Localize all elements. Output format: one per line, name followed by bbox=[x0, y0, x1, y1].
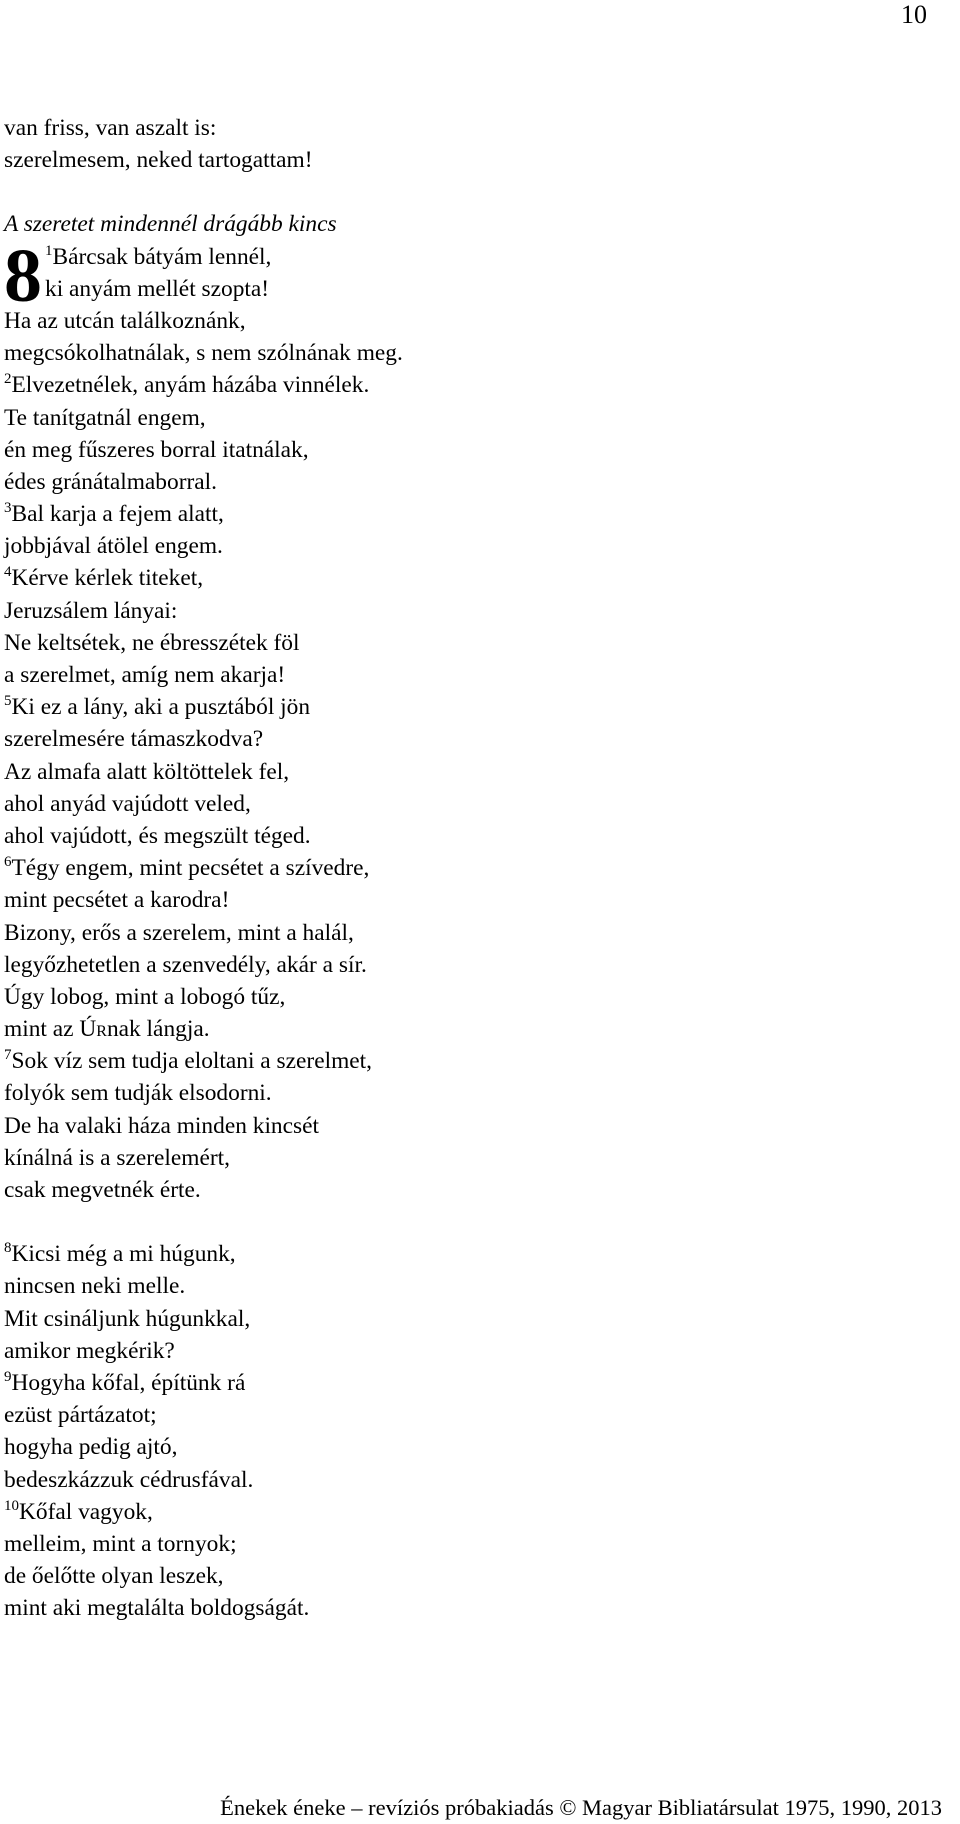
verse-number: 4 bbox=[4, 564, 12, 581]
verse-line: Jeruzsálem lányai: bbox=[4, 597, 178, 624]
verse-line: jobbjával átölel engem. bbox=[4, 533, 223, 560]
verse-line: $^9$Hogyha kőfal, építünk rá bbox=[4, 1368, 246, 1396]
verse-number: 10 bbox=[4, 1497, 19, 1514]
verse-line: $^2$Elvezetnélek, anyám házába vinnélek. bbox=[4, 371, 370, 399]
chapter-number: 8 bbox=[4, 233, 42, 318]
verse-line: $^5$Ki ez a lány, aki a pusztából jön bbox=[4, 693, 311, 721]
verse-line: $^{10}$Kőfal vagyok, bbox=[4, 1497, 153, 1525]
text-line: szerelmesem, neked tartogattam! bbox=[4, 147, 313, 174]
verse-line: Ne keltsétek, ne ébresszétek föl bbox=[4, 629, 300, 656]
verse-number: 2 bbox=[4, 371, 12, 388]
verse-line: folyók sem tudják elsodorni. bbox=[4, 1080, 272, 1107]
verse-number: 7 bbox=[4, 1047, 12, 1064]
verse-line: ki anyám mellét szopta! bbox=[45, 275, 270, 302]
verse-line: Ha az utcán találkoznánk, bbox=[4, 307, 246, 334]
verse-line: $^6$Tégy engem, mint pecsétet a szívedre, bbox=[4, 854, 370, 882]
verse-line: Bizony, erős a szerelem, mint a halál, bbox=[4, 919, 354, 946]
verse-line: $^1$Bárcsak bátyám lennél, bbox=[45, 242, 272, 270]
verse-line: mint az Úrnak lángja. bbox=[4, 1016, 210, 1043]
verse-line: én meg fűszeres borral itatnálak, bbox=[4, 436, 309, 463]
poem-text bbox=[4, 112, 944, 1624]
verse-number: 1 bbox=[45, 242, 53, 259]
page-number: 10 bbox=[901, 0, 927, 29]
verse-line: De ha valaki háza minden kincsét bbox=[4, 1112, 319, 1139]
verse-block bbox=[4, 1238, 944, 1624]
verse-line: mint pecsétet a karodra! bbox=[4, 887, 230, 914]
verse-line: Mit csináljunk húgunkkal, bbox=[4, 1305, 251, 1332]
verse-line: kínálná is a szerelemért, bbox=[4, 1144, 231, 1171]
verse-number: 9 bbox=[4, 1368, 12, 1385]
section-heading: A szeretet mindennél drágább kincs bbox=[4, 211, 337, 238]
verse-line: Az almafa alatt költöttelek fel, bbox=[4, 758, 290, 785]
verse-line: legyőzhetetlen a szenvedély, akár a sír. bbox=[4, 951, 367, 978]
verse-line: hogyha pedig ajtó, bbox=[4, 1434, 178, 1461]
verse-line: amikor megkérik? bbox=[4, 1337, 175, 1364]
verse-number: 6 bbox=[4, 854, 12, 871]
verse-line: nincsen neki melle. bbox=[4, 1273, 186, 1300]
verse-number: 5 bbox=[4, 693, 12, 710]
verse-line: bedeszkázzuk cédrusfával. bbox=[4, 1466, 254, 1493]
verse-line: $^7$Sok víz sem tudja eloltani a szerelmet, bbox=[4, 1047, 372, 1075]
verse-number: 8 bbox=[4, 1240, 12, 1257]
verse-block bbox=[4, 1045, 944, 1206]
verse-line: megcsókolhatnálak, s nem szólnának meg. bbox=[4, 340, 403, 367]
chapter-opening bbox=[4, 233, 944, 318]
verse-line: Te tanítgatnál engem, bbox=[4, 404, 206, 431]
verse-line: édes gránátalmaborral. bbox=[4, 468, 218, 495]
verse-line: $^3$Bal karja a fejem alatt, bbox=[4, 500, 224, 528]
footer: Énekek éneke – revíziós próbakiadás © Magyar Bibliatársulat 1975, 1990, 2013 bbox=[220, 1795, 942, 1820]
verse-line: szerelmesére támaszkodva? bbox=[4, 726, 264, 753]
verse-line: ahol vajúdott, és megszült téged. bbox=[4, 822, 311, 849]
verse-line: mint aki megtalálta boldogságát. bbox=[4, 1595, 310, 1622]
verse-line: melleim, mint a tornyok; bbox=[4, 1530, 237, 1557]
verse-line: de őelőtte olyan leszek, bbox=[4, 1563, 224, 1590]
verse-line: ahol anyád vajúdott veled, bbox=[4, 790, 251, 817]
verse-line: csak megvetnék érte. bbox=[4, 1177, 201, 1203]
verse-line: Úgy lobog, mint a lobogó tűz, bbox=[4, 983, 286, 1010]
text-line: van friss, van aszalt is: bbox=[4, 115, 217, 141]
verse-line: $^8$Kicsi még a mi húgunk, bbox=[4, 1240, 236, 1268]
verse-block bbox=[4, 305, 944, 1013]
verse-number: 3 bbox=[4, 500, 12, 517]
verse-line: a szerelmet, amíg nem akarja! bbox=[4, 662, 286, 688]
verse-line: ezüst pártázatot; bbox=[4, 1402, 157, 1429]
verse-line: $^4$Kérve kérlek titeket, bbox=[4, 564, 204, 592]
